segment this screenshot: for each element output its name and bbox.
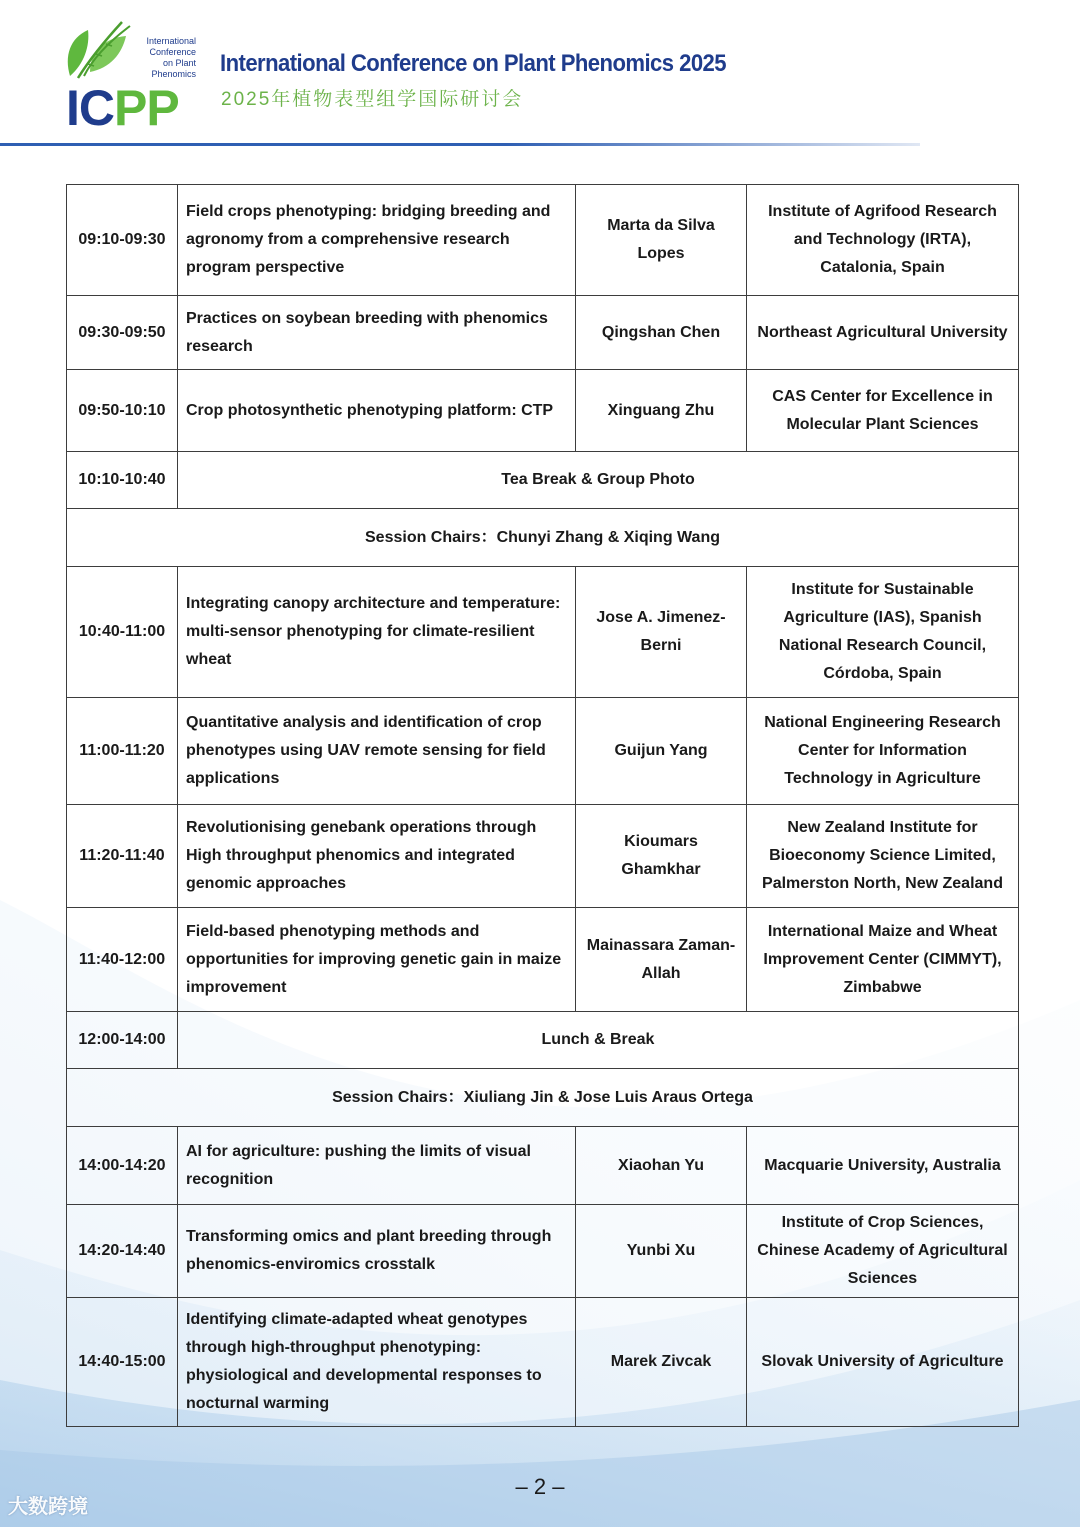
time-slot: 12:00-14:00 [67, 1012, 178, 1069]
talk-topic: Revolutionising genebank operations through High throughput phenomics and integrated genomic approaches [178, 805, 576, 908]
break-row [67, 1012, 1019, 1069]
time-slot: 09:30-09:50 [67, 296, 178, 370]
speaker-institution: Institute of Agrifood Research and Technology (IRTA), Catalonia, Spain [747, 185, 1019, 296]
conference-title-en: International Conference on Plant Phenomics 2025 [220, 50, 727, 77]
speaker-institution: Institute of Crop Sciences, Chinese Academy of Agricultural Sciences [747, 1205, 1019, 1298]
agenda-row [67, 1205, 1019, 1298]
break-row [67, 452, 1019, 509]
talk-topic: Identifying climate-adapted wheat genotypes through high-throughput phenotyping: physiological and developmental responses to nocturnal warming [178, 1298, 576, 1427]
agenda-row [67, 698, 1019, 805]
time-slot: 14:00-14:20 [67, 1127, 178, 1205]
break-label: Lunch & Break [178, 1012, 1019, 1069]
session-row [67, 1069, 1019, 1127]
time-slot: 10:40-11:00 [67, 567, 178, 698]
logo-line: on Plant [162, 58, 196, 68]
speaker-name: Kioumars Ghamkhar [576, 805, 747, 908]
speaker-institution: Institute for Sustainable Agriculture (IAS), Spanish National Research Council, Córdoba, Spain [747, 567, 1019, 698]
speaker-name: Jose A. Jimenez-Berni [576, 567, 747, 698]
talk-topic: Practices on soybean breeding with phenomics research [178, 296, 576, 370]
agenda-body [67, 185, 1019, 1427]
speaker-name: Qingshan Chen [576, 296, 747, 370]
speaker-institution: International Maize and Wheat Improvement Center (CIMMYT), Zimbabwe [747, 908, 1019, 1012]
watermark-text: 大数跨境 [8, 1496, 88, 1518]
talk-topic: Integrating canopy architecture and temperature: multi-sensor phenotyping for climate-resilient wheat [178, 567, 576, 698]
speaker-institution: Northeast Agricultural University [747, 296, 1019, 370]
agenda-row [67, 185, 1019, 296]
time-slot: 10:10-10:40 [67, 452, 178, 509]
speaker-name: Marek Zivcak [576, 1298, 747, 1427]
talk-topic: Field crops phenotyping: bridging breeding and agronomy from a comprehensive research program perspective [178, 185, 576, 296]
speaker-institution: Slovak University of Agriculture [747, 1298, 1019, 1427]
agenda-table [66, 184, 1019, 1427]
header-divider [0, 143, 920, 146]
leaf-dna-logo-icon [60, 16, 140, 86]
logo-line: Phenomics [151, 69, 196, 79]
icpp-logo-wordmark [66, 80, 179, 136]
agenda-row [67, 567, 1019, 698]
speaker-institution: Macquarie University, Australia [747, 1127, 1019, 1205]
time-slot: 14:40-15:00 [67, 1298, 178, 1427]
speaker-institution: CAS Center for Excellence in Molecular Plant Sciences [747, 370, 1019, 452]
speaker-name: Mainassara Zaman-Allah [576, 908, 747, 1012]
agenda-row [67, 805, 1019, 908]
time-slot: 09:10-09:30 [67, 185, 178, 296]
break-label: Tea Break & Group Photo [178, 452, 1019, 509]
talk-topic: Transforming omics and plant breeding through phenomics-enviromics crosstalk [178, 1205, 576, 1298]
speaker-name: Xiaohan Yu [576, 1127, 747, 1205]
logo-line: Conference [149, 47, 196, 57]
time-slot: 14:20-14:40 [67, 1205, 178, 1298]
session-chairs: Session Chairs：Chunyi Zhang & Xiqing Wang [67, 509, 1019, 567]
agenda-row [67, 908, 1019, 1012]
session-row [67, 509, 1019, 567]
agenda-row [67, 1298, 1019, 1427]
page-header [0, 0, 1080, 160]
time-slot: 11:00-11:20 [67, 698, 178, 805]
logo-line: International [146, 36, 196, 46]
logo-wordmark-ic: IC [66, 80, 114, 136]
speaker-institution: New Zealand Institute for Bioeconomy Science Limited, Palmerston North, New Zealand [747, 805, 1019, 908]
talk-topic: Field-based phenotyping methods and opportunities for improving genetic gain in maize improvement [178, 908, 576, 1012]
agenda-row [67, 1127, 1019, 1205]
talk-topic: Crop photosynthetic phenotyping platform: CTP [178, 370, 576, 452]
talk-topic: AI for agriculture: pushing the limits of visual recognition [178, 1127, 576, 1205]
agenda-row [67, 296, 1019, 370]
conference-title-cn: 2025年植物表型组学国际研讨会 [221, 89, 524, 110]
time-slot: 09:50-10:10 [67, 370, 178, 452]
speaker-name: Marta da Silva Lopes [576, 185, 747, 296]
speaker-name: Yunbi Xu [576, 1205, 747, 1298]
logo-wordmark-pp: PP [114, 80, 179, 136]
logo-conference-text [134, 36, 196, 80]
time-slot: 11:40-12:00 [67, 908, 178, 1012]
speaker-name: Xinguang Zhu [576, 370, 747, 452]
agenda-row [67, 370, 1019, 452]
speaker-institution: National Engineering Research Center for Information Technology in Agriculture [747, 698, 1019, 805]
page-number: – 2 – [515, 1474, 565, 1499]
session-chairs: Session Chairs：Xiuliang Jin & Jose Luis Araus Ortega [67, 1069, 1019, 1127]
time-slot: 11:20-11:40 [67, 805, 178, 908]
speaker-name: Guijun Yang [576, 698, 747, 805]
talk-topic: Quantitative analysis and identification of crop phenotypes using UAV remote sensing for field applications [178, 698, 576, 805]
